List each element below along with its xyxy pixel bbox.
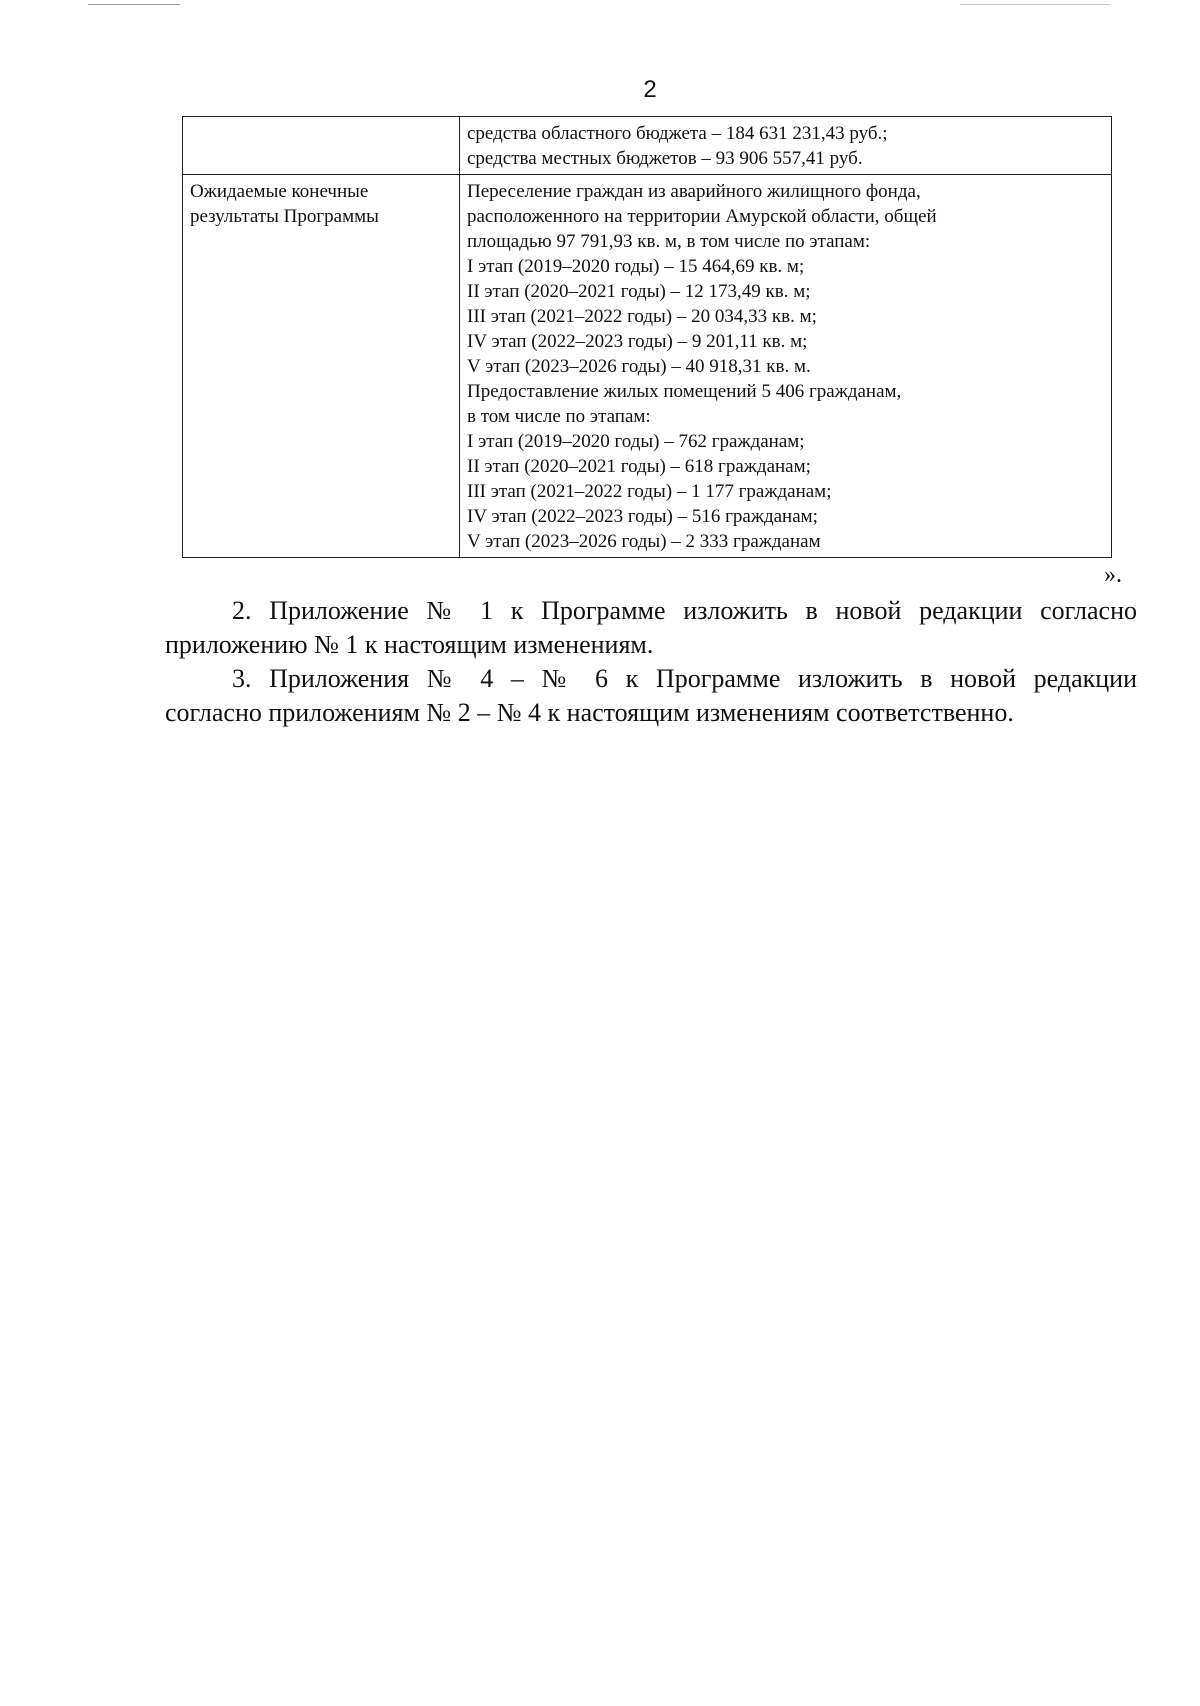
row-content-cell bbox=[460, 117, 1112, 175]
cell-text-line: средства областного бюджета – 184 631 231,43 руб.; bbox=[467, 123, 888, 144]
cell-text-line: V этап (2023–2026 годы) – 40 918,31 кв. м. bbox=[467, 356, 811, 377]
cell-text-line: Предоставление жилых помещений 5 406 гражданам, bbox=[467, 381, 902, 402]
table-row bbox=[183, 117, 1112, 175]
cell-text-line: IV этап (2022–2023 годы) – 516 гражданам; bbox=[467, 506, 818, 527]
cell-text-line: I этап (2019–2020 годы) – 15 464,69 кв. м; bbox=[467, 256, 805, 277]
cell-text-line: расположенного на территории Амурской области, общей bbox=[467, 206, 937, 227]
cell-text-line: I этап (2019–2020 годы) – 762 гражданам; bbox=[467, 431, 805, 452]
table-row bbox=[183, 175, 1112, 558]
paragraph-line: 3. Приложения № 4 – № 6 к Программе изложить в новой редакции bbox=[232, 664, 1137, 693]
paragraph-item-2 bbox=[165, 594, 1137, 662]
cell-text-line: в том числе по этапам: bbox=[467, 406, 651, 427]
cell-text-line: II этап (2020–2021 годы) – 12 173,49 кв. м; bbox=[467, 281, 811, 302]
cell-text-line: III этап (2021–2022 годы) – 20 034,33 кв. м; bbox=[467, 306, 817, 327]
paragraph-line: согласно приложениям № 2 – № 4 к настоящим изменениям соответственно. bbox=[165, 698, 1014, 727]
paragraph-item-3 bbox=[165, 662, 1137, 730]
scan-artifact bbox=[88, 4, 180, 5]
cell-text-line: Переселение граждан из аварийного жилищного фонда, bbox=[467, 181, 921, 202]
cell-text-line: V этап (2023–2026 годы) – 2 333 гражданам bbox=[467, 531, 821, 552]
cell-text-line: Ожидаемые конечные bbox=[190, 181, 369, 202]
cell-text-line: II этап (2020–2021 годы) – 618 гражданам; bbox=[467, 456, 811, 477]
paragraph-line: приложению № 1 к настоящим изменениям. bbox=[165, 630, 654, 659]
row-label-cell bbox=[183, 117, 460, 175]
cell-text-line: средства местных бюджетов – 93 906 557,41 руб. bbox=[467, 148, 863, 169]
page-number: 2 bbox=[643, 76, 657, 103]
closing-quote: ». bbox=[1104, 562, 1122, 588]
cell-text-line: площадью 97 791,93 кв. м, в том числе по этапам: bbox=[467, 231, 871, 252]
paragraph-line: 2. Приложение № 1 к Программе изложить в новой редакции согласно bbox=[232, 596, 1137, 625]
cell-text-line: результаты Программы bbox=[190, 206, 379, 227]
row-content-cell bbox=[460, 175, 1112, 558]
cell-text-line: III этап (2021–2022 годы) – 1 177 гражданам; bbox=[467, 481, 832, 502]
scan-artifact bbox=[960, 4, 1110, 5]
cell-text-line: IV этап (2022–2023 годы) – 9 201,11 кв. м; bbox=[467, 331, 808, 352]
row-label-cell bbox=[183, 175, 460, 558]
program-passport-table bbox=[182, 116, 1112, 558]
